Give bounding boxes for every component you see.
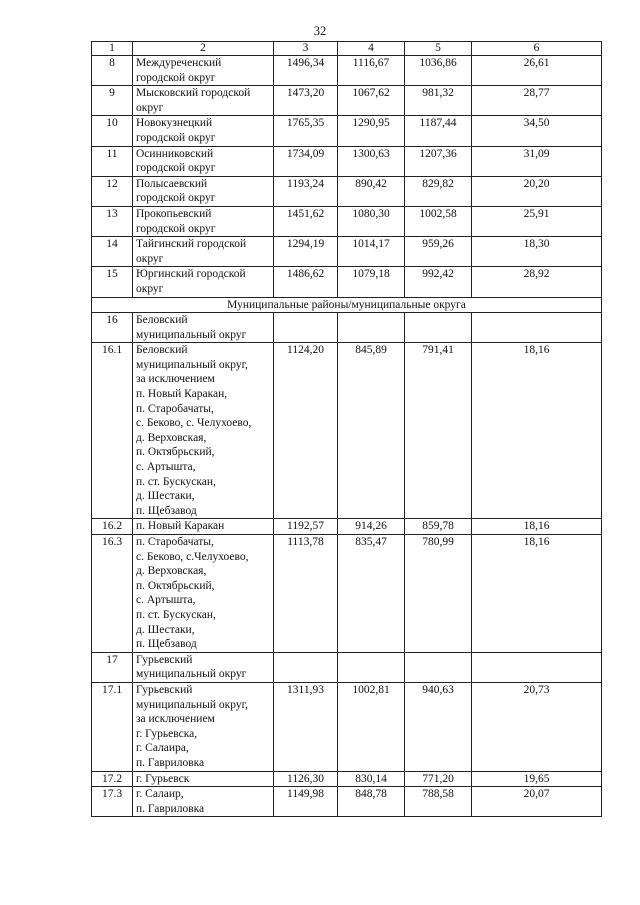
table-cell: 788,58 [405, 787, 472, 817]
table-cell: 1207,36 [405, 146, 472, 176]
table-row [92, 652, 602, 682]
table-row [92, 267, 602, 297]
table-cell: 1014,17 [338, 237, 405, 267]
section-title: Муниципальные районы/муниципальные округа [92, 297, 602, 313]
table-cell: 1193,24 [274, 176, 338, 206]
table-cell: Гурьевский муниципальный округ [133, 652, 274, 682]
table-row [92, 787, 602, 817]
table-cell: 20,07 [472, 787, 602, 817]
table-row [92, 86, 602, 116]
table-row [92, 237, 602, 267]
table-cell: 845,89 [338, 343, 405, 519]
table-cell: 1451,62 [274, 206, 338, 236]
table-cell: 26,61 [472, 56, 602, 86]
table-cell [274, 652, 338, 682]
table-cell: 18,16 [472, 343, 602, 519]
table-row [92, 206, 602, 236]
table-cell: 1079,18 [338, 267, 405, 297]
header-cell: 3 [274, 42, 338, 56]
table-cell: 1002,81 [338, 682, 405, 771]
table-cell: 859,78 [405, 519, 472, 535]
table-cell: Беловский муниципальный округ, за исключением п. Новый Каракан, п. Старобачаты, с. Беково, с. Челухоево, д. Верховская, п. Октябрьский, с. Артышта, п. ст. Бускускан, д. Шестаки, п. Щебзавод [133, 343, 274, 519]
header-cell: 5 [405, 42, 472, 56]
table-cell: 17.1 [92, 682, 133, 771]
table-cell: 9 [92, 86, 133, 116]
table-cell: 1294,19 [274, 237, 338, 267]
table-cell: Мысковский городской округ [133, 86, 274, 116]
table-cell: 1036,86 [405, 56, 472, 86]
table-cell: 914,26 [338, 519, 405, 535]
table-cell: 940,63 [405, 682, 472, 771]
table-cell: 1300,63 [338, 146, 405, 176]
table-cell: 18,16 [472, 519, 602, 535]
table-cell: 981,32 [405, 86, 472, 116]
table-cell: 890,42 [338, 176, 405, 206]
table-cell: 11 [92, 146, 133, 176]
table-cell: г. Гурьевск [133, 771, 274, 787]
table-cell: Новокузнецкий городской округ [133, 116, 274, 146]
table-cell [274, 313, 338, 343]
table-cell: 10 [92, 116, 133, 146]
table-row [92, 146, 602, 176]
table-cell: 28,92 [472, 267, 602, 297]
table-cell: 1080,30 [338, 206, 405, 236]
table-cell: 1734,09 [274, 146, 338, 176]
table-cell: 1113,78 [274, 535, 338, 653]
table-cell: 16.2 [92, 519, 133, 535]
table-row [92, 56, 602, 86]
table-cell: 31,09 [472, 146, 602, 176]
table-cell: 16.3 [92, 535, 133, 653]
table-cell: 830,14 [338, 771, 405, 787]
table-cell: г. Салаир, п. Гавриловка [133, 787, 274, 817]
table-cell: п. Старобачаты, с. Беково, с.Челухоево, д. Верховская, п. Октябрьский, с. Артышта, п. ст. Бускускан, д. Шестаки, п. Щебзавод [133, 535, 274, 653]
table-cell: 1290,95 [338, 116, 405, 146]
table-cell: 780,99 [405, 535, 472, 653]
table-cell: 15 [92, 267, 133, 297]
table-header-row [92, 42, 602, 56]
table-cell: Гурьевский муниципальный округ, за исключением г. Гурьевска, г. Салаира, п. Гавриловка [133, 682, 274, 771]
table-cell: 17.3 [92, 787, 133, 817]
table-row [92, 535, 602, 653]
table-cell: 835,47 [338, 535, 405, 653]
table-cell [338, 652, 405, 682]
header-cell: 6 [472, 42, 602, 56]
table-cell: 1311,93 [274, 682, 338, 771]
table-cell: 19,65 [472, 771, 602, 787]
table-cell: 771,20 [405, 771, 472, 787]
tariff-table [91, 41, 602, 817]
table-cell: 25,91 [472, 206, 602, 236]
table-cell [405, 652, 472, 682]
table-cell: 1067,62 [338, 86, 405, 116]
table-cell: 1496,34 [274, 56, 338, 86]
table-cell: 14 [92, 237, 133, 267]
table-cell: 8 [92, 56, 133, 86]
table-cell: 1473,20 [274, 86, 338, 116]
table-cell: 12 [92, 176, 133, 206]
table-row [92, 771, 602, 787]
table-cell: Тайгинский городской округ [133, 237, 274, 267]
table-cell: 1765,35 [274, 116, 338, 146]
table-cell: 1126,30 [274, 771, 338, 787]
table-cell: 1116,67 [338, 56, 405, 86]
page-number: 32 [313, 24, 327, 38]
section-row [92, 297, 602, 313]
table-cell [472, 313, 602, 343]
table-cell: 17 [92, 652, 133, 682]
table-cell: Прокопьевский городской округ [133, 206, 274, 236]
header-cell: 1 [92, 42, 133, 56]
table-row [92, 116, 602, 146]
table-row [92, 313, 602, 343]
table-cell: Осинниковский городской округ [133, 146, 274, 176]
table-cell: 1192,57 [274, 519, 338, 535]
table-cell: Полысаевский городской округ [133, 176, 274, 206]
table-cell: 28,77 [472, 86, 602, 116]
table-cell: 16.1 [92, 343, 133, 519]
table-cell: 791,41 [405, 343, 472, 519]
table-row [92, 343, 602, 519]
table-cell: 1149,98 [274, 787, 338, 817]
table-cell: 829,82 [405, 176, 472, 206]
table-cell: 13 [92, 206, 133, 236]
table-cell: 17.2 [92, 771, 133, 787]
table-cell [405, 313, 472, 343]
table-row [92, 176, 602, 206]
table-cell [472, 652, 602, 682]
table-cell: Беловский муниципальный округ [133, 313, 274, 343]
table-cell: 18,16 [472, 535, 602, 653]
table-cell: 848,78 [338, 787, 405, 817]
table-cell: 18,30 [472, 237, 602, 267]
table-cell: 1486,62 [274, 267, 338, 297]
table-cell: Междуреченский городской округ [133, 56, 274, 86]
table-cell: 1002,58 [405, 206, 472, 236]
table-cell: 20,20 [472, 176, 602, 206]
table-cell: 16 [92, 313, 133, 343]
table-cell [338, 313, 405, 343]
table-cell: 992,42 [405, 267, 472, 297]
header-cell: 2 [133, 42, 274, 56]
table-cell: 1124,20 [274, 343, 338, 519]
table-cell: 1187,44 [405, 116, 472, 146]
table-row [92, 519, 602, 535]
table-cell: 34,50 [472, 116, 602, 146]
header-cell: 4 [338, 42, 405, 56]
table-cell: 20,73 [472, 682, 602, 771]
table-cell: 959,26 [405, 237, 472, 267]
table-cell: п. Новый Каракан [133, 519, 274, 535]
table-row [92, 682, 602, 771]
table-cell: Юргинский городской округ [133, 267, 274, 297]
